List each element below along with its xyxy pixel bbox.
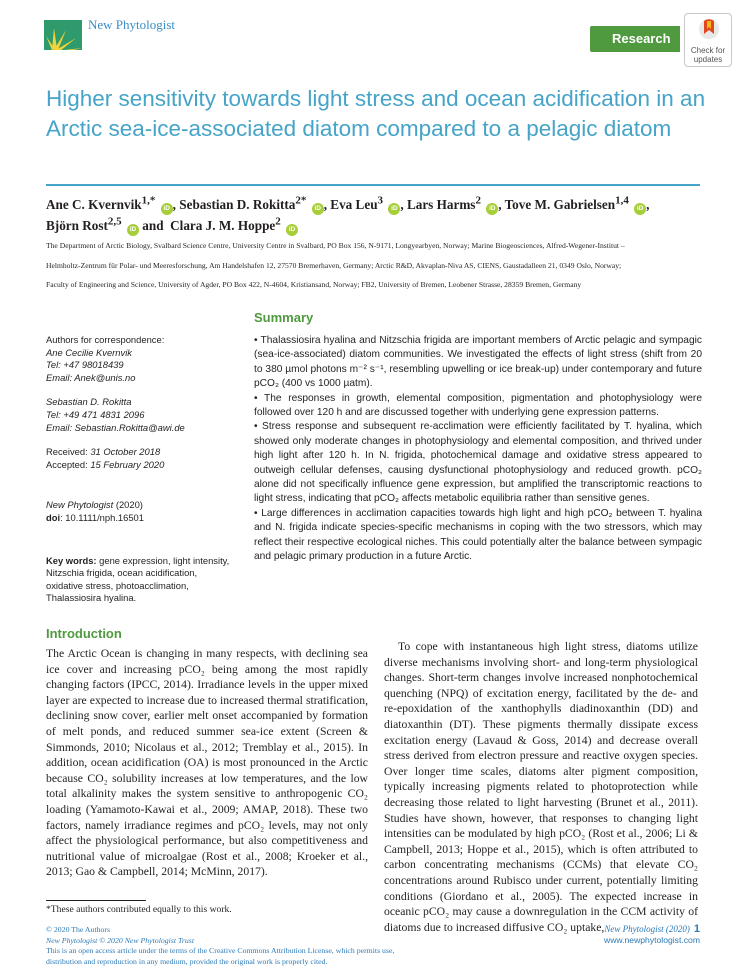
summary-bullet: • Stress response and subsequent re-acclimation were efficiently facilitated by T. hyalina, which showed only moderate changes in photophysiology and elemental composition, and thrived under high light after 120 h. In N. frigida, photochemical damage and oxidative stress appeared to outweigh cellular defenses, causing dysfunctional photophysiology and reduced growth. pCO₂ alone did not specifically influence gene expression, but amplified the transcriptomic reactions to light stress, indicating that pCO₂ affects metabolic equilibria rather than sensitive genes. [254,421,702,505]
correspondent-tel: Tel: +47 98018439 [46,359,124,371]
check-for-updates-button[interactable] [684,13,732,67]
summary-heading: Summary [254,310,314,325]
author-sep: , [498,197,505,212]
orcid-icon[interactable]: iD [127,224,139,236]
footer-trust: New Phytologist © 2020 New Phytologist Trust [46,935,195,945]
orcid-icon[interactable]: iD [486,203,498,215]
correspondence-label: Authors for correspondence: [46,334,165,345]
section-tab: Research [590,26,680,52]
author-sup: 2* [295,194,307,207]
author-name[interactable]: Clara J. M. Hoppe [170,218,276,233]
footnote: *These authors contributed equally to this work. [46,904,232,915]
author-sup: 2,5 [107,215,122,228]
accepted-date: Accepted: 15 February 2020 [46,458,165,470]
orcid-icon[interactable]: iD [634,203,646,215]
author-sep: and [138,218,167,233]
footer-issue: New Phytologist (2020) [604,924,690,934]
correspondent-name: Sebastian D. Rokitta [46,396,132,408]
page-number: 1 [693,923,700,935]
body-paragraph: The Arctic Ocean is changing in many respects, with declining sea ice cover and increasing pCO₂ being among the most rapidly changing factors (IPCC, 2014). Irradiance levels in the upper mixed layer are expected to increase due to increased thermal stratification, declining snow cover, earlier melt onset accompanied by formation of melt ponds, and reduced summer sea-ice extent (Screen & Simmonds, 2010; Nicolaus et al., 2012; Tremblay et al., 2015). In addition, ocean acidification (OA) is most pronounced in the Arctic because CO₂ solubility increases at low temperatures, and the low total alkalinity makes the system sensitive to anthropogenic CO₂ loading (Yamamoto-Kawai et al., 2009; AMAP, 2018). These two factors, namely irradiance regimes and pCO₂ levels, may not only affect the physiological performance, but also competitiveness and nutritional value of microalgae (Rost et al., 2008; Kroeker et al., 2013; Gao & Campbell, 2014; McMinn, 2017). [46,647,368,879]
author-sep: , [323,197,331,212]
footer-license [46,925,394,967]
author-sep: , [400,197,407,212]
orcid-icon[interactable]: iD [312,203,324,215]
title-divider [46,184,700,186]
author-name[interactable]: Ane C. Kvernvik [46,197,142,212]
affiliation-line: Faculty of Engineering and Science, University of Agder, PO Box 422, N-4604, Kristiansand, Norway; FB2, University of Bremen, Leobener Strasse, 28359 Bremen, Germany [46,280,582,289]
summary-bullet: • The responses in growth, elemental composition, pigmentation and photophysiology were followed over 120 h and are discussed together with underlying gene expression patterns. [254,392,702,419]
footer-license-line: distribution and reproduction in any medium, provided the original work is properly cited. [46,956,328,966]
introduction-heading: Introduction [46,626,122,641]
summary-text [254,334,702,565]
author-sep: , [172,197,180,212]
orcid-icon[interactable]: iD [286,224,298,236]
footnote-divider [46,900,146,901]
author-sep: , [646,197,650,212]
orcid-icon[interactable]: iD [161,203,173,215]
check-badge-line2: updates [693,55,723,64]
correspondence-panel [46,334,236,605]
journal-logo-icon [44,20,82,50]
affiliation-line: Helmholtz-Zentrum für Polar- und Meeresforschung, Am Handelshafen 12, 27570 Bremerhaven, Germany; Arctic R&D, Akvaplan-Niva AS, CIENS, Gaustadalleen 21, 0349 Oslo, Norway; [46,260,622,270]
footer-copyright: © 2020 The Authors [46,925,111,934]
author-name[interactable]: Lars Harms [406,197,476,212]
received-date: Received: 31 October 2018 [46,446,161,458]
body-column-right [384,639,698,935]
body-column-left [46,646,368,880]
author-sup: 3 [377,194,384,207]
author-sup: 2 [275,215,281,228]
journal-logo-text [88,18,175,31]
keywords: Key words: gene expression, light intensity, Nitzschia frigida, ocean acidification, oxidative stress, photoacclimation, Thalassiosira hyalina. [46,554,230,604]
footer-journal [540,924,700,946]
affiliation-line: The Department of Arctic Biology, Svalbard Science Centre, University Centre in Svalbard, PO Box 156, N-9171, Longyearbyen, Norway; Marine Biogeosciences, Alfred-Wegener-Institut – [46,241,625,250]
author-sup: 1,* [141,194,156,207]
orcid-icon[interactable]: iD [388,203,400,215]
article-title: Higher sensitivity towards light stress and ocean acidification in an Arctic sea-ice-associated diatom compared to a pelagic diatom [46,86,706,141]
author-name[interactable]: Eva Leu [330,197,378,212]
author-sup: 1,4 [615,194,629,207]
body-paragraph: To cope with instantaneous high light stress, diatoms utilize diverse mechanisms involving short- and long-term physiological changes. Short-term changes involve increased nonphotochemical quenching (NPQ) of excitation energy, facilitated by the de- and re-epoxidation of the xanthophylls diadinoxanthin (DD) and diatoxanthin (DT). These pigments thermally dissipate excess excitation energy (Lavaud & Goss, 2014) and decrease overall stress derived from electron pressure and reactive oxygen species. Over longer time scales, diatoms alter pigment composition, typically increasing pigments related to photoprotection while decreasing those related to light harvesting (Brunet et al., 2011). Studies have shown, however, that responses to changing light intensities can be modulated by high pCO₂ (Rost et al., 2006; Li & Campbell, 2013; Hoppe et al., 2015), which is often attributed to carbon concentrating mechanisms (CCMs) that elevate CO₂ concentrations around Rubisco under current, potentially limiting conditions (Giordano et al., 2005). The expected increase in oceanic pCO₂ may cause a downregulation in the CCM activity of diatoms due to increased diffusive CO₂ uptake, [384,640,698,934]
correspondent-tel: Tel: +49 471 4831 2096 [46,408,145,420]
author-name[interactable]: Tove M. Gabrielsen [504,197,616,212]
journal-citation: New Phytologist (2020) [46,499,143,511]
author-list [46,194,706,236]
correspondent-email[interactable]: Email: Anek@unis.no [46,371,136,383]
summary-bullet: • Thalassiosira hyalina and Nitzschia frigida are important members of Arctic pelagic and sympagic (sea-ice-associated) diatom communities. We investigated the effects of light stress (shift from 20 to 380 µmol photons m⁻² s⁻¹, resembling upwelling or ice break-up) under contemporary and future pCO₂ (400 vs 1000 µatm). [254,335,702,390]
bookmark-icon [698,18,720,42]
correspondent-name: Ane Cecilie Kvernvik [46,346,132,358]
journal-name: New Phytologist [88,17,176,32]
author-name[interactable]: Björn Rost [46,218,108,233]
author-sup: 2 [475,194,481,207]
correspondent-email[interactable]: Email: Sebastian.Rokitta@awi.de [46,421,185,433]
footer-license-line[interactable]: This is an open access article under the terms of the Creative Commons Attribution License, which permits use, [46,946,395,955]
doi-line: doi: 10.1111/nph.16501 [46,511,144,523]
affiliations [46,236,706,295]
author-name[interactable]: Sebastian D. Rokitta [179,197,296,212]
check-badge-line1: Check for [690,46,726,55]
footer-url[interactable]: www.newphytologist.com [603,935,700,945]
summary-bullet: • Large differences in acclimation capacities towards high light and high pCO₂ between T. hyalina and N. frigida indicate species-specific mechanisms in coping with the two stressors, which may reflect their respective ecological niches. This could potentially alter the balance between sympagic and pelagic primary production in a future Arctic. [254,507,702,563]
